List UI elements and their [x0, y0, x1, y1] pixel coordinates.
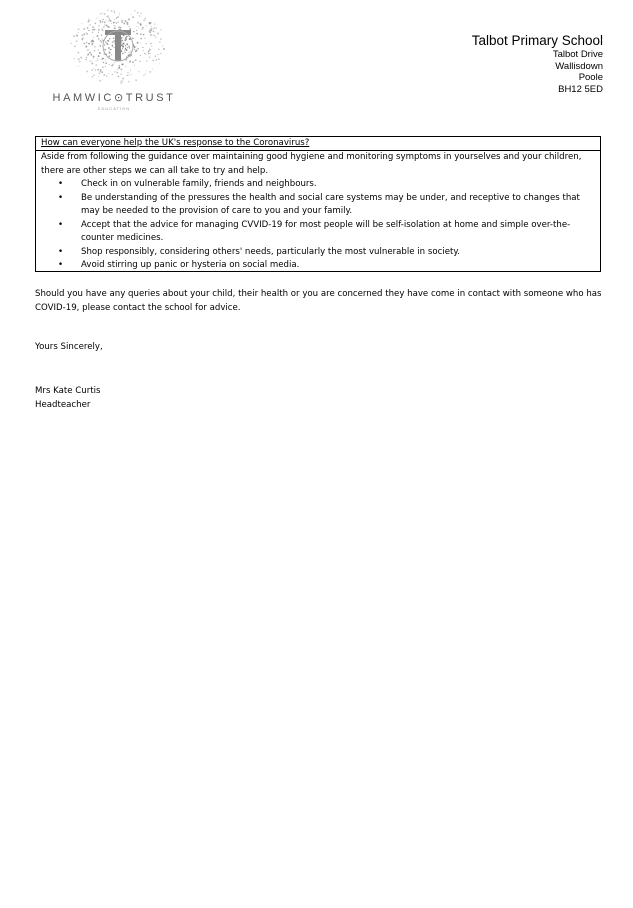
address-line: BH12 5ED — [558, 83, 603, 95]
list-item-text: Avoid stirring up panic or hysteria on social media. — [81, 260, 300, 270]
bullet-icon: • — [58, 246, 64, 257]
help-bullet-list — [41, 178, 595, 273]
address-line: Talbot Drive — [552, 49, 603, 60]
bullet-icon: • — [58, 192, 64, 203]
logo-dot-emblem-icon — [34, 8, 194, 92]
list-item — [41, 246, 595, 260]
address-line: Wallisdown — [555, 60, 603, 72]
bullet-icon: • — [58, 219, 64, 230]
list-item — [41, 259, 595, 273]
closing-line: Yours Sincerely, — [35, 342, 103, 352]
queries-paragraph: Should you have any queries about your child, their health or you are concerned they have come in contact with someone who has COVID-19, please contact the school for advice. — [35, 289, 602, 313]
school-address — [472, 33, 603, 95]
signatory-name: Mrs Kate Curtis — [35, 386, 101, 396]
list-item — [41, 178, 595, 192]
list-item-text: Shop responsibly, considering others' needs, particularly the most vulnerable in society. — [81, 246, 460, 257]
school-name: Talbot Primary School — [471, 33, 603, 48]
logo-tagline: EDUCATION — [97, 106, 131, 111]
bullet-icon: • — [58, 179, 64, 189]
signatory-title: Headteacher — [35, 400, 91, 410]
list-item-text: Be understanding of the pressures the health and social care systems may be under, and receptive to changes that may be needed to the provision of care to you and your family. — [81, 192, 580, 216]
box-intro: Aside from following the guidance over maintaining good hygiene and monitoring symptoms in yourselves and your children, there are other steps we can all take to try and help. — [41, 152, 582, 176]
logo-wordmark: HAMWIC⊙TRUST — [52, 92, 176, 104]
list-item-text: Check in on vulnerable family, friends and neighbours. — [81, 179, 317, 189]
list-item — [41, 192, 595, 219]
list-item-text: Accept that the advice for managing CVVID-19 for most people will be self-isolation at home and simple over-the-counter medicines. — [81, 219, 571, 243]
address-line: Poole — [578, 72, 603, 83]
bullet-icon: • — [58, 260, 64, 270]
list-item — [41, 219, 595, 246]
coronavirus-help-box — [35, 136, 601, 272]
box-body — [36, 151, 600, 273]
hamwic-trust-logo — [34, 8, 194, 112]
box-heading: How can everyone help the UK's response to the Coronavirus? — [36, 137, 600, 151]
